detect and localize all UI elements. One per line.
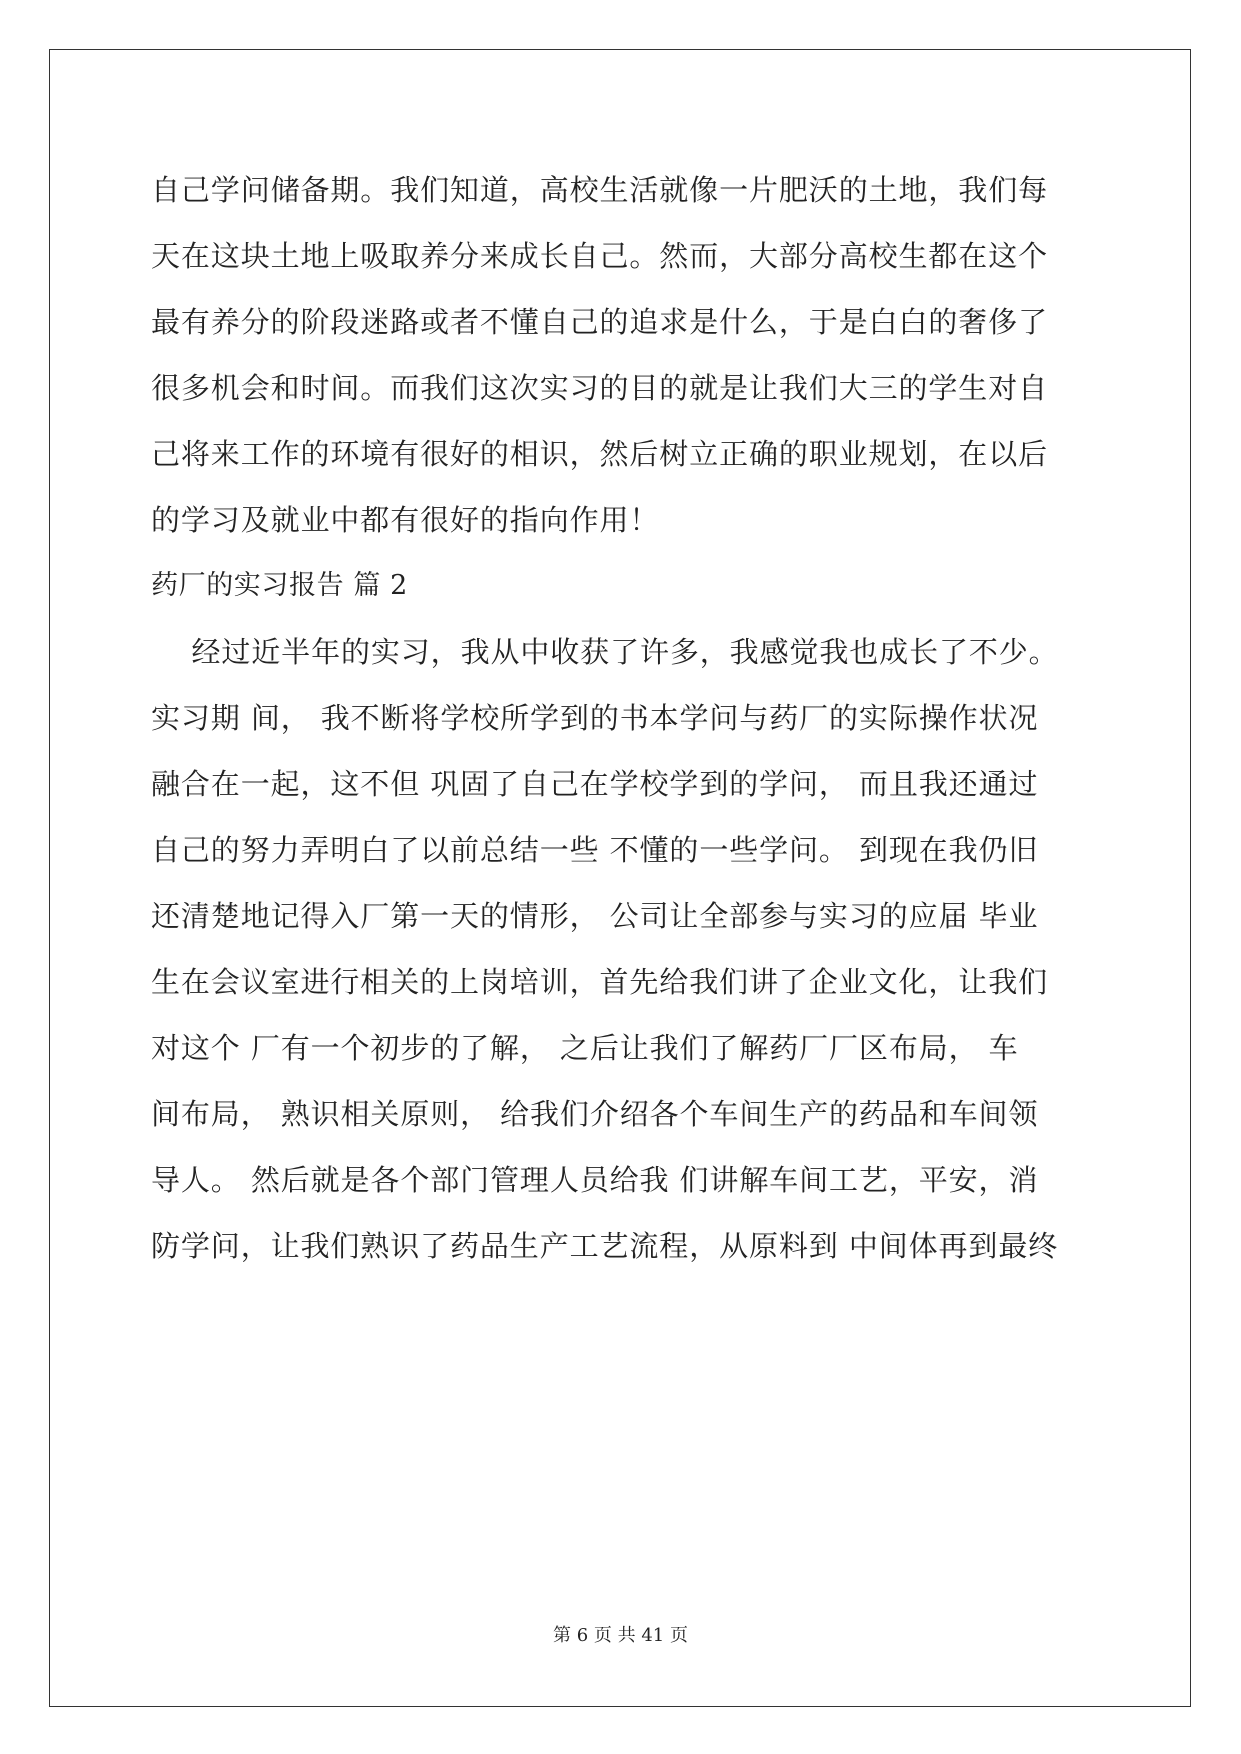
paragraph-line: 天在这块土地上吸取养分来成长自己。然而，大部分高校生都在这个 (151, 239, 1049, 273)
paragraph-line: 还清楚地记得入厂第一天的情形， 公司让全部参与实习的应届 毕业 (151, 899, 1039, 933)
paragraph-line: 很多机会和时间。而我们这次实习的目的就是让我们大三的学生对自 (151, 371, 1049, 405)
paragraph-line: 融合在一起，这不但 巩固了自己在学校学到的学问， 而且我还通过 (151, 767, 1039, 801)
paragraph-line: 对这个 厂有一个初步的了解， 之后让我们了解药厂厂区布局， 车 (151, 1031, 1019, 1065)
paragraph-line: 经过近半年的实习，我从中收获了许多，我感觉我也成长了不少。 (151, 635, 1059, 669)
paragraph-line: 自己学问储备期。我们知道，高校生活就像一片肥沃的土地，我们每 (151, 173, 1049, 207)
paragraph-line: 的学习及就业中都有很好的指向作用！ (151, 503, 660, 537)
paragraph-line: 自己的努力弄明白了以前总结一些 不懂的一些学问。 到现在我仍旧 (151, 833, 1039, 867)
paragraph-line: 防学问，让我们熟识了药品生产工艺流程，从原料到 中间体再到最终 (151, 1229, 1059, 1263)
paragraph-line: 生在会议室进行相关的上岗培训，首先给我们讲了企业文化，让我们 (151, 965, 1049, 999)
paragraph-line: 己将来工作的环境有很好的相识，然后树立正确的职业规划，在以后 (151, 437, 1049, 471)
paragraph-line: 导人。 然后就是各个部门管理人员给我 们讲解车间工艺，平安，消 (151, 1163, 1039, 1197)
section-heading: 药厂的实习报告 篇 2 (151, 570, 408, 601)
page-number-footer: 第 6 页 共 41 页 (553, 1625, 688, 1646)
paragraph-line: 实习期 间， 我不断将学校所学到的书本学问与药厂的实际操作状况 (151, 701, 1039, 735)
page-border (49, 49, 1191, 1707)
paragraph-line: 间布局， 熟识相关原则， 给我们介绍各个车间生产的药品和车间领 (151, 1097, 1039, 1131)
paragraph-line: 最有养分的阶段迷路或者不懂自己的追求是什么，于是白白的奢侈了 (151, 305, 1049, 339)
